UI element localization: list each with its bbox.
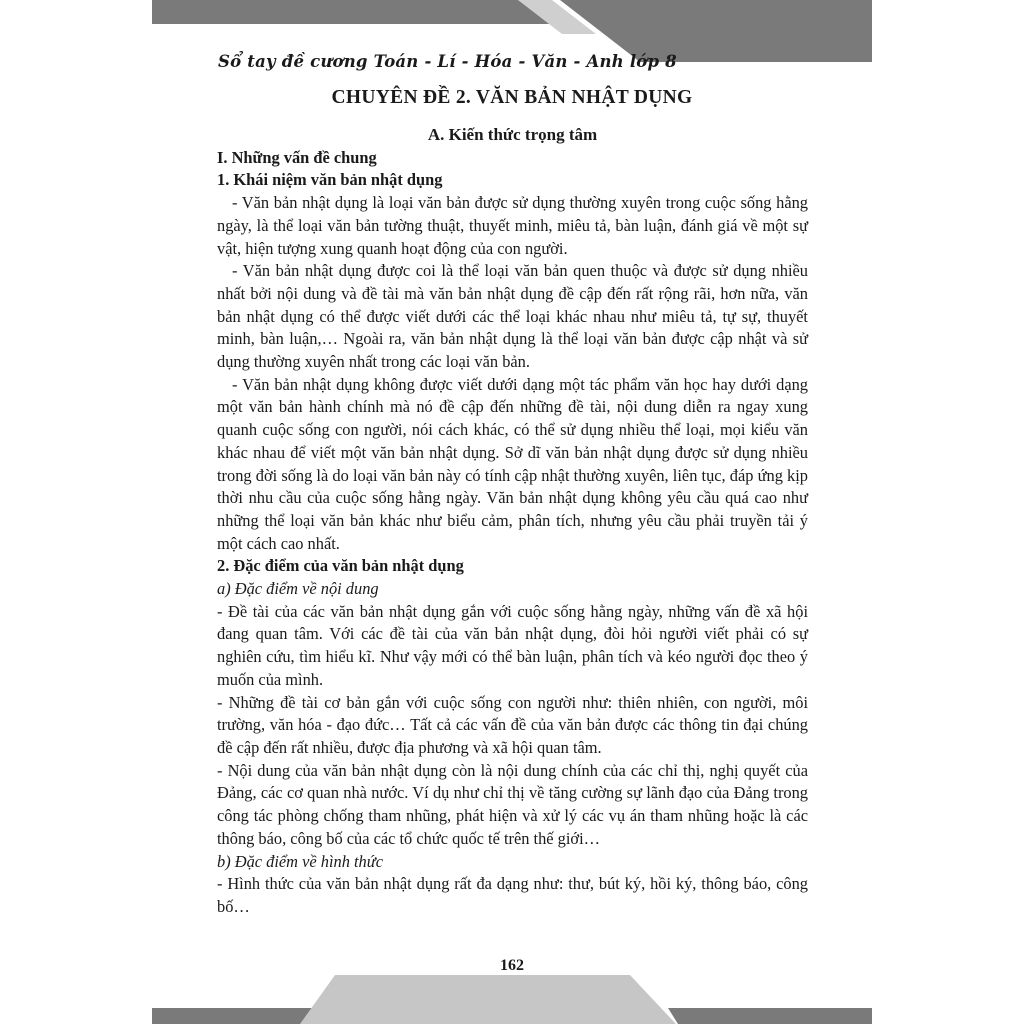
document-title: CHUYÊN ĐỀ 2. VĂN BẢN NHẬT DỤNG [331, 87, 693, 108]
paragraph-4: - Đề tài của các văn bản nhật dụng gắn với cuộc sống hằng ngày, những vấn đề xã hội đang quan tâm. Với các đề tài của văn bản nhật dụng, đòi hỏi người viết phải có sự nghiên cứu, tìm hiểu kĩ. Như vậy mới có thể bàn luận, phân tích và kéo người đọc theo ý muốn của mình. [217, 601, 808, 689]
top-banner-dark-band [152, 0, 555, 24]
paragraph-6: - Nội dung của văn bản nhật dụng còn là nội dung chính của các chỉ thị, nghị quyết của Đảng, các cơ quan nhà nước. Ví dụ như chỉ thị về tăng cường sự lãnh đạo của Đảng trong công tác phòng chống tham nhũng, phát hiện và xử lý các vụ án tham nhũng hoặc là các thông báo, công bố của các tổ chức quốc tế trên thế giới… [217, 760, 808, 848]
page-number: 162 [500, 957, 524, 974]
heading-2: 2. Đặc điểm của văn bản nhật dụng [217, 556, 464, 576]
bottom-banner-right-band [668, 1008, 872, 1024]
section-a-heading: A. Kiến thức trọng tâm [427, 125, 598, 144]
header-note: Sổ tay đề cương Toán - Lí - Hóa - Văn - Anh lớp 8 [218, 52, 677, 71]
paragraph-3: - Văn bản nhật dụng không được viết dưới dạng một tác phẩm văn học hay dưới dạng một văn bản hành chính mà nó đề cập đến những đề tài, nội dung diễn ra ngay xung quanh cuộc sống con người, nói cách khác, có thể sử dụng nhiều thể loại, mọi kiểu văn khác nhau để viết một văn bản nhật dụng. Sở dĩ văn bản nhật dụng được sử dụng nhiều trong đời sống là do loại văn bản này có tính cập nhật thường xuyên, liên tục, đáp ứng kịp thời nhu cầu của cuộc sống hằng ngày. Văn bản nhật dụng không yêu cầu quá cao như những thể loại văn bản khác như biểu cảm, phân tích, nhưng yêu cầu phải truyền tải ý một cách cao nhất. [217, 374, 808, 553]
paragraph-5: - Những đề tài cơ bản gắn với cuộc sống con người như: thiên nhiên, con người, môi trường, văn hóa - đạo đức… Tất cả các vấn đề của văn bản được các thông tin đại chúng đề cập đến rất nhiều, được địa phương và xã hội quan tâm. [217, 692, 808, 757]
part-1-heading: I. Những vấn đề chung [217, 147, 377, 167]
subheading-b: b) Đặc điểm về hình thức [217, 851, 383, 871]
heading-1: 1. Khái niệm văn bản nhật dụng [217, 170, 443, 190]
bottom-banner-light-trapezoid [300, 975, 676, 1024]
document-body [217, 124, 808, 919]
paragraph-2: - Văn bản nhật dụng được coi là thể loại văn bản quen thuộc và được sử dụng nhiều nhất bởi nội dung và đề tài mà văn bản nhật dụng đề cập đến rất rộng rãi, hơn nữa, văn bản nhật dụng có thể được viết dưới các thể loại khác nhau như miêu tả, tự sự, thuyết minh, bàn luận,… Ngoài ra, văn bản nhật dụng là thể loại văn bản được cập nhật và sử dụng thường xuyên nhất trong các loại văn bản. [217, 261, 808, 372]
subheading-a: a) Đặc điểm về nội dung [217, 579, 379, 599]
paragraph-7: - Hình thức của văn bản nhật dụng rất đa dạng như: thư, bút ký, hồi ký, thông báo, công bố… [217, 874, 808, 916]
paragraph-1: - Văn bản nhật dụng là loại văn bản được sử dụng thường xuyên trong cuộc sống hằng ngày, là thể loại văn bản tường thuật, thuyết minh, miêu tả, bàn luận, đánh giá về một sự vật, hiện tượng xung quanh hoạt động của con người. [217, 193, 808, 258]
